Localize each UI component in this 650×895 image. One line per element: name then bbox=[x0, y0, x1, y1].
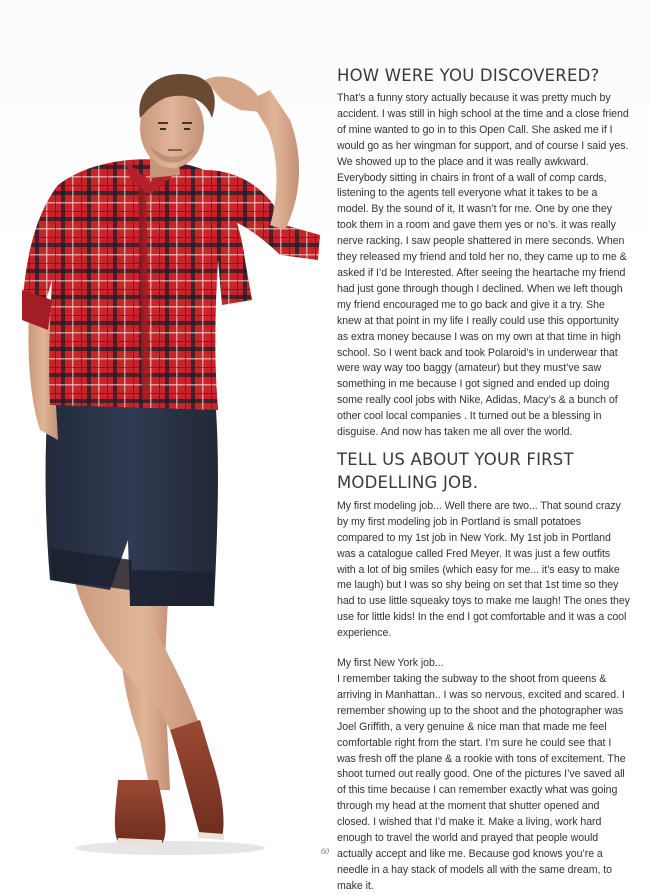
portland-job-paragraph: My first modeling job... Well there are two... That sound crazy by my first modeling job in Portland is small potatoes compared to my 1st job in New York. My 1st job in Portland was a catalogue called Fred Meyer. It was just a few outfits with a lot of big smiles (which easy for me... it’s easy to make me laugh) but I was so shy being on set that 1st time so they had to use little squeaky toys to make me laugh! The ones they use for little kids! In the end I got comfortable and it was a cool experience. bbox=[337, 499, 630, 640]
new-york-job-intro: My first New York job... bbox=[337, 657, 444, 670]
interview-article bbox=[337, 64, 630, 895]
model-photo bbox=[0, 0, 330, 866]
heading-first-modelling-job: TELL US ABOUT YOUR FIRST MODELLING JOB. bbox=[337, 449, 574, 492]
page-number: 60 bbox=[321, 847, 329, 856]
discovered-paragraph: That’s a funny story actually because it was pretty much by accident. I was still in high school at the time and a close friend of mine wanted to go in to this Open Call. She asked me if I would go as her wingman for support, and of course I said yes. We showed up to the place and it was really awkward. Everybody sitting in chairs in front of a wall of comp cards, listening to the agents tell everyone what it takes to be a model. By the sound of it, It wasn’t for me. One by one they took them in a room and gave them yes or no’s. it was really nerve racking. I saw people shattered in mere seconds. When they released my friend and told her no, they came up to me & asked if I’d be Interested. After seeing the heartache my friend had just gone through though I declined. When we left though my friend encouraged me to go back and give it a try. She knew at that point in my life I really could use this opportunity as extra money because I was on my own at that time in high school. So I went back and took Polaroid’s in underwear that were way way too baggy (amateur) but they must’ve saw something in me because I got signed and ended up doing some really cool jobs with Nike, Adidas, Macy’s & a bunch of other cool local companies . It turned out be a blessing in disguise. And now has taken me all over the world. bbox=[337, 92, 629, 439]
paragraph-spacer bbox=[337, 642, 630, 656]
new-york-job-paragraph: I remember taking the subway to the shoot from queens & arriving in Manhattan.. I was so nervous, excited and scared. I remember showing up to the shoot and the photographer was Joel Griffith, a very genuine & nice man that made me feel comfortable right from the start. I’m sure he could see that I was fresh off the plane & a rookie with tons of excitement. The shoot turned out really good. One of the pictures I’ve saved all of this time because I can remember exactly what was going through my head at the moment that shutter opened and closed. I wished that I’d make it. Make a living, work hard enough to travel the world and prayed that people would actually accept and like me. Because god knows you’re a needle in a hay stack of models all with the same dream, to make it. bbox=[337, 673, 626, 892]
heading-discovered: HOW WERE YOU DISCOVERED? bbox=[337, 66, 600, 85]
